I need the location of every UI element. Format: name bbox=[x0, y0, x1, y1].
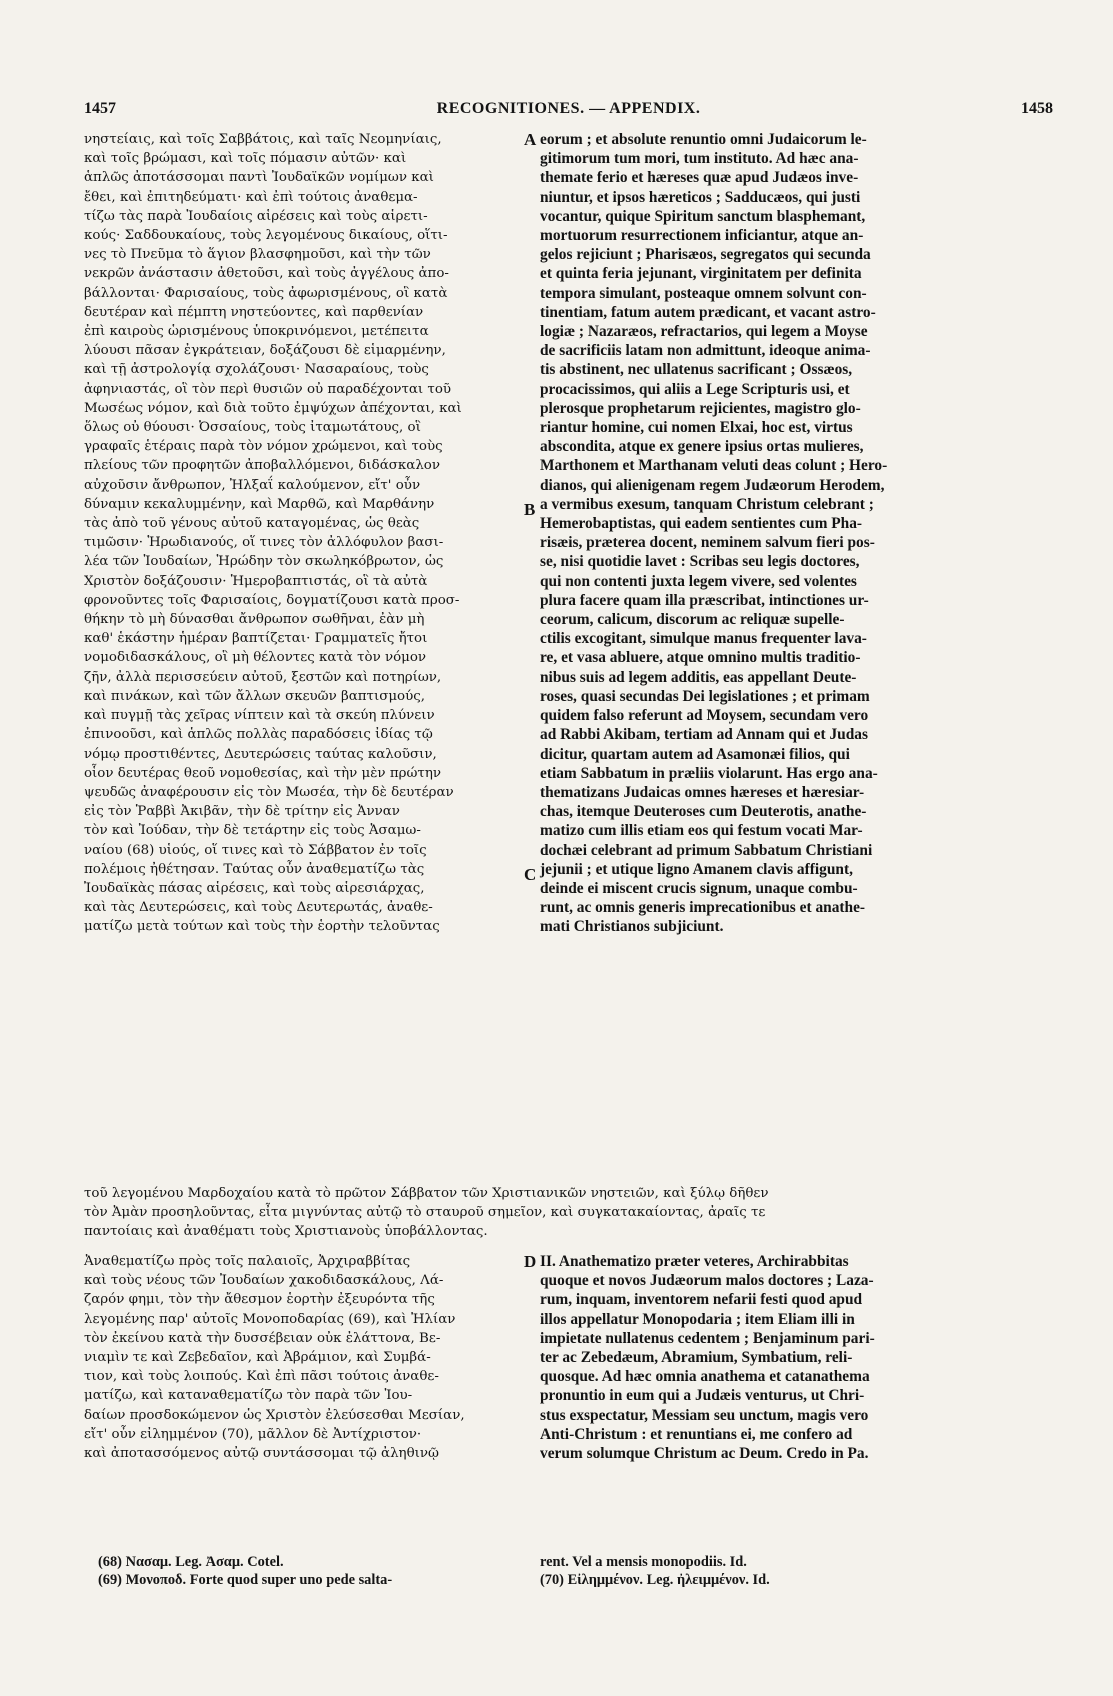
text-line: δευτέραν καὶ πέμπτη νηστεύοντες, καὶ παρθενίαν bbox=[84, 304, 424, 320]
text-line: λέα τῶν Ἰουδαίων, Ἡρώδην τὸν σκωληκόβρωτον, ὡς bbox=[84, 554, 444, 570]
text-line: καὶ τοῖς βρώμασι, καὶ τοῖς πόμασιν αὐτῶν· καὶ bbox=[84, 151, 407, 167]
text-line: plerosque prophetarum rejicientes, magistro glo- bbox=[540, 399, 861, 417]
text-line: ἁπλῶς ἀποτάσσομαι παντὶ Ἰουδαϊκῶν νομίμων καὶ bbox=[84, 170, 434, 186]
text-line: runt, ac omnis generis imprecationibus et anathe- bbox=[540, 899, 866, 917]
text-line: tis abstinent, nec ullatenus sacrificant ; Ossæos, bbox=[540, 361, 853, 379]
text-line: ματίζω, καὶ καταναθεματίζω τὸν παρὰ τῶν Ἰου- bbox=[84, 1388, 413, 1404]
text-line: qui non contenti juxta legem vivere, sed volentes bbox=[540, 572, 857, 590]
text-line: procacissimos, qui aliis a Lege Scripturis usi, et bbox=[540, 380, 850, 398]
text-line: ter ac Zebedæum, Abramium, Symbatium, reli- bbox=[540, 1349, 853, 1367]
text-line: καὶ τῇ ἀστρολογίᾳ σχολάζουσι· Νασαραίους, τοὺς bbox=[84, 362, 429, 378]
text-line: ναίου (68) υἱούς, οἵ τινες καὶ τὸ Σάββατον ἐν τοῖς bbox=[84, 842, 427, 858]
running-title: RECOGNITIONES. — APPENDIX. bbox=[436, 100, 701, 117]
text-line: re, et vasa abluere, atque omnino multis traditio- bbox=[540, 649, 861, 667]
text-line: Χριστὸν δοξάζουσιν· Ἡμεροβαπτιστάς, οἳ τὰ αὐτὰ bbox=[84, 573, 428, 589]
text-line: ὅλως οὐ θύουσι· Ὀσσαίους, τοὺς ἰταμωτάτους, οἳ bbox=[84, 420, 421, 436]
text-line: τιον, καὶ τοὺς λοιπούς. Καὶ ἐπὶ πᾶσι τούτοις ἀναθε- bbox=[84, 1369, 439, 1385]
text-line: φρονοῦντες τοῖς Φαρισαίοις, δογματίζουσι κατὰ προσ- bbox=[84, 592, 460, 608]
text-line: νηστείαις, καὶ τοῖς Σαββάτοις, καὶ ταῖς Νεομηνίαις, bbox=[84, 132, 442, 147]
greek-full-width-passage bbox=[84, 1184, 1052, 1242]
text-line: et quinta feria jejunant, virginitatem per definita bbox=[540, 265, 862, 283]
text-line: tempora simulant, posteaque omnem solvunt con- bbox=[540, 284, 867, 302]
text-line: de sacrificiis latam non admittunt, ideoque anima- bbox=[540, 342, 871, 360]
text-line: dianos, qui alienigenam regem Judæorum Herodem, bbox=[540, 476, 885, 494]
text-line: παντοίαις καὶ ἀναθέματι τοὺς Χριστιανοὺς ὑποβάλλοντας. bbox=[84, 1224, 488, 1240]
text-line: κούς· Σαδδουκαίους, τοὺς λεγομένους δικαίους, οἵτι- bbox=[84, 228, 448, 244]
text-line: λεγομένης παρ' αὐτοῖς Μονοποδαρίας (69), καὶ Ἠλίαν bbox=[84, 1311, 456, 1327]
text-line: quidem falso referunt ad Moysem, secundam vero bbox=[540, 707, 869, 725]
latin-column-1 bbox=[540, 130, 1052, 937]
text-line: dicitur, quartam autem ad Asamonæi filios, qui bbox=[540, 745, 850, 763]
margin-letter-c: C bbox=[524, 865, 537, 884]
text-line: τὰς ἀπὸ τοῦ γένους αὐτοῦ καταγομένας, ὡς θεὰς bbox=[84, 516, 420, 532]
text-line: ceorum, calicum, discorum ac reliquæ supelle- bbox=[540, 611, 845, 629]
text-line: abscondita, atque ex genere ipsius ortas mulieres, bbox=[540, 438, 864, 456]
text-line: impietate nullatenus cedentem ; Benjaminum pari- bbox=[540, 1329, 875, 1347]
text-line: καὶ πινάκων, καὶ τῶν ἄλλων σκευῶν βαπτισμούς, bbox=[84, 688, 426, 704]
text-line: gitimorum tum mori, tum instituto. Ad hæc ana- bbox=[540, 150, 859, 168]
text-line: etiam Sabbatum in præliis violarunt. Has ergo ana- bbox=[540, 764, 878, 782]
text-line: (68) Νασαμ. Leg. Ἀσαμ. Cotel. bbox=[98, 1554, 284, 1570]
text-line: δαίων προσδοκώμενον ὡς Χριστὸν ἐλεύσεσθαι Μεσίαν, bbox=[84, 1407, 465, 1423]
text-line: ἐπὶ καιροὺς ὡρισμένους ὑποκρινόμενοι, μετέπειτα bbox=[84, 324, 429, 340]
text-line: βάλλονται· Φαρισαίους, τοὺς ἀφωρισμένους, οἳ κατὰ bbox=[84, 285, 448, 301]
text-line: a vermibus exesum, tanquam Christum celebrant ; bbox=[540, 495, 874, 513]
text-line: ψευδῶς ἀναφέρουσιν εἰς τὸν Μωσέα, τὴν δὲ δευτέραν bbox=[84, 784, 454, 800]
text-line: riantur homine, cui nomen Elxai, hoc est, virtus bbox=[540, 419, 853, 437]
margin-letter-d: D bbox=[524, 1252, 537, 1271]
page-number-right: 1458 bbox=[1021, 100, 1053, 117]
text-line: gelos rejiciunt ; Pharisæos, segregatos qui secunda bbox=[540, 246, 871, 264]
text-line: Anti-Christum : et renuntians ei, me confero ad bbox=[540, 1425, 853, 1443]
text-line: τὸν ἐκείνου κατὰ τὴν δυσσέβειαν οὐκ ἐλάττονα, Βε- bbox=[84, 1330, 441, 1346]
text-line: ctilis excogitant, simulque manus frequenter lava- bbox=[540, 630, 867, 648]
text-line: niuntur, et ipsos hæreticos ; Sadducæos, qui justi bbox=[540, 188, 861, 206]
text-line: Marthonem et Marthanam veluti deas colunt ; Hero- bbox=[540, 457, 888, 475]
text-line: (69) Μονοποδ. Forte quod super uno pede salta- bbox=[98, 1572, 393, 1588]
text-line: rent. Vel a mensis monopodiis. Id. bbox=[540, 1554, 747, 1570]
greek-column-2 bbox=[84, 1252, 524, 1463]
text-line: vocantur, quique Spiritum sanctum blasphemant, bbox=[540, 207, 866, 225]
text-line: καθ' ἑκάστην ἡμέραν βαπτίζεται· Γραμματεῖς ἤτοι bbox=[84, 631, 428, 647]
text-line: νες τὸ Πνεῦμα τὸ ἅγιον βλασφημοῦσι, καὶ τὴν τῶν bbox=[84, 247, 431, 263]
text-line: quosque. Ad hæc omnia anathema et catanathema bbox=[540, 1368, 870, 1386]
text-line: (70) Εἰλημμένον. Leg. ἠλειμμένον. Id. bbox=[540, 1572, 770, 1588]
text-line: πολέμοις ἠθέτησαν. Ταύτας οὖν ἀναθεματίζω τὰς bbox=[84, 861, 425, 877]
text-line: rum, inquam, inventorem nefarii festi quod apud bbox=[540, 1291, 863, 1309]
text-line: II. Anathematizo præter veteres, Archirabbitas bbox=[540, 1253, 849, 1270]
text-line: stus exspectatur, Messiam seu unctum, magis vero bbox=[540, 1406, 869, 1424]
text-line: Hemerobaptistas, qui eadem sentientes cum Pha- bbox=[540, 515, 863, 533]
text-line: αὐχοῦσιν ἄνθρωπον, Ἠλξαΐ καλούμενον, εἴτ' οὖν bbox=[84, 477, 421, 493]
text-line: plura facere quam illa præscribat, intinctiones ur- bbox=[540, 591, 869, 609]
text-line: risæis, præterea docent, neminem salvum fieri pos- bbox=[540, 534, 875, 552]
text-line: λύουσι πᾶσαν ἐγκράτειαν, δοξάζουσι δὲ εἱμαρμένην, bbox=[84, 343, 446, 359]
text-line: δύναμιν κεκαλυμμένην, καὶ Μαρθῶ, καὶ Μαρθάνην bbox=[84, 496, 435, 512]
text-line: thematizans Judaicas omnes hæreses et hæresiar- bbox=[540, 783, 865, 801]
text-line: νεκρῶν ἀνάστασιν ἀθετοῦσι, καὶ τοὺς ἀγγέλους ἀπο- bbox=[84, 266, 449, 282]
text-line: ἀφηνιαστάς, οἳ τὸν περὶ θυσιῶν οὐ παραδέχονται τοῦ bbox=[84, 381, 452, 397]
text-line: καὶ πυγμῇ τὰς χεῖρας νίπτειν καὶ τὰ σκεύη πλύνειν bbox=[84, 708, 435, 724]
footnotes-right bbox=[540, 1553, 1052, 1589]
text-line: ἔθει, καὶ ἐπιτηδεύματι· καὶ ἐπὶ τούτοις ἀναθεμα- bbox=[84, 189, 418, 205]
text-line: γραφαῖς ἑτέραις παρὰ τὸν νόμον χρώμενοι, καὶ τοὺς bbox=[84, 439, 443, 455]
running-header bbox=[84, 100, 1053, 120]
text-line: καὶ τοὺς νέους τῶν Ἰουδαίων χακοδιδασκάλους, Λά- bbox=[84, 1273, 444, 1289]
text-line: Ἰουδαϊκὰς πάσας αἱρέσεις, καὶ τοὺς αἱρεσιάρχας, bbox=[84, 880, 425, 896]
text-line: καὶ ἀποτασσόμενος αὐτῷ συντάσσομαι τῷ ἀληθινῷ bbox=[84, 1446, 439, 1462]
text-line: νιαμὶν τε καὶ Ζεβεδαῖον, καὶ Ἀβράμιον, καὶ Συμβά- bbox=[84, 1350, 431, 1366]
text-line: εἰς τὸν Ῥαββὶ Ἀκιβᾶν, τὴν δὲ τρίτην εἰς Ἀνναν bbox=[84, 804, 400, 820]
text-line: se, nisi quotidie lavet : Scribas seu legis doctores, bbox=[540, 553, 860, 571]
text-line: pronuntio in eum qui a Judæis venturus, ut Chri- bbox=[540, 1387, 865, 1405]
text-line: eorum ; et absolute renuntio omni Judaicorum le- bbox=[540, 131, 867, 148]
text-line: τὸν Ἀμὰν προσηλοῦντας, εἶτα μιγνύντας αὐτῷ τὸ σταυροῦ σημεῖον, καὶ συγκατακαίοντας, ἀραῖς τε bbox=[84, 1205, 766, 1221]
text-line: Ἀναθεματίζω πρὸς τοῖς παλαιοῖς, Ἀρχιραββίτας bbox=[84, 1254, 411, 1269]
text-line: quoque et novos Judæorum malos doctores ; Laza- bbox=[540, 1272, 874, 1290]
text-line: nibus suis ad legem additis, eas appellant Deute- bbox=[540, 668, 857, 686]
text-line: ad Rabbi Akibam, tertiam ad Annam qui et Judas bbox=[540, 726, 868, 744]
text-line: τὸν καὶ Ἰούδαν, τὴν δὲ τετάρτην εἰς τοὺς Ἀσαμω- bbox=[84, 823, 421, 839]
text-line: καὶ τὰς Δευτερώσεις, καὶ τοὺς Δευτερωτάς, ἀναθε- bbox=[84, 900, 433, 916]
text-line: deinde ei miscent crucis signum, unaque combu- bbox=[540, 879, 858, 897]
text-line: chas, itemque Deuteroses cum Deuterotis, anathe- bbox=[540, 803, 867, 821]
text-line: tinentiam, fatum autem prædicant, et vacant astro- bbox=[540, 303, 876, 321]
text-line: illos appellatur Monopodaria ; item Eliam illi in bbox=[540, 1310, 855, 1328]
text-line: dochæi celebrant ad primum Sabbatum Christiani bbox=[540, 841, 873, 859]
text-line: Μωσέως νόμον, καὶ διὰ τοῦτο ἐμψύχων ἀπέχονται, καὶ bbox=[84, 400, 462, 416]
text-line: mati Christianos subjiciunt. bbox=[540, 918, 724, 936]
text-line: themate ferio et hæreses quæ apud Judæos inve- bbox=[540, 169, 859, 187]
text-line: τιμῶσιν· Ἡρωδιανούς, οἵ τινες τὸν ἀλλόφυλον βασι- bbox=[84, 535, 444, 551]
text-line: οἷον δευτέρας θεοῦ νομοθεσίας, καὶ τὴν μὲν πρώτην bbox=[84, 765, 441, 781]
footnotes-left bbox=[98, 1553, 518, 1589]
text-line: θήκην τὸ μὴ δύνασθαι ἄνθρωπον σωθῆναι, ἐὰν μὴ bbox=[84, 612, 425, 628]
text-line: εἴτ' οὖν εἰλημμένον (70), μᾶλλον δὲ Ἀντίχριστον· bbox=[84, 1426, 422, 1442]
text-line: jejunii ; et utique ligno Amanem clavis affigunt, bbox=[540, 860, 853, 878]
text-line: mortuorum resurrectionem inficiantur, atque an- bbox=[540, 227, 864, 245]
text-line: matizo cum illis etiam eos qui festum vocati Mar- bbox=[540, 822, 863, 840]
page-number-left: 1457 bbox=[84, 100, 116, 117]
text-line: νομοδιδασκάλους, οἳ μὴ θέλοντες κατὰ τὸν νόμον bbox=[84, 650, 427, 666]
text-line: τίζω τὰς παρὰ Ἰουδαίοις αἱρέσεις καὶ τοὺς αἱρετι- bbox=[84, 208, 428, 224]
latin-column-2 bbox=[540, 1252, 1052, 1463]
text-line: νόμῳ προστιθέντες, Δευτερώσεις ταύτας καλοῦσιν, bbox=[84, 746, 437, 762]
text-line: ματίζω μετὰ τούτων καὶ τοὺς τὴν ἑορτὴν τελοῦντας bbox=[84, 919, 440, 935]
text-line: πλείους τῶν προφητῶν ἀποβαλλόμενοι, διδάσκαλον bbox=[84, 458, 441, 474]
text-line: logiæ ; Nazaræos, refractarios, qui legem a Moyse bbox=[540, 323, 868, 341]
text-line: ζαρόν φημι, τὸν τὴν ἄθεσμον ἑορτὴν ἐξευρόντα τῆς bbox=[84, 1292, 435, 1308]
text-line: roses, quasi secundas Dei legislationes ; et primam bbox=[540, 687, 870, 705]
margin-letter-a: A bbox=[524, 130, 537, 149]
text-line: ζῆν, ἀλλὰ περισσεύειν αὐτοῦ, ξεστῶν καὶ ποτηρίων, bbox=[84, 669, 442, 685]
greek-column-1 bbox=[84, 130, 524, 937]
margin-letter-b: B bbox=[524, 500, 536, 519]
text-line: ἐπινοοῦσι, καὶ ἁπλῶς πολλὰς παραδόσεις ἰδίας τῷ bbox=[84, 727, 433, 743]
text-line: τοῦ λεγομένου Μαρδοχαίου κατὰ τὸ πρῶτον Σάββατον τῶν Χριστιανικῶν νηστειῶν, καὶ ξύλῳ δῆθεν bbox=[84, 1186, 769, 1201]
text-line: verum solumque Christum ac Deum. Credo in Pa. bbox=[540, 1445, 869, 1463]
